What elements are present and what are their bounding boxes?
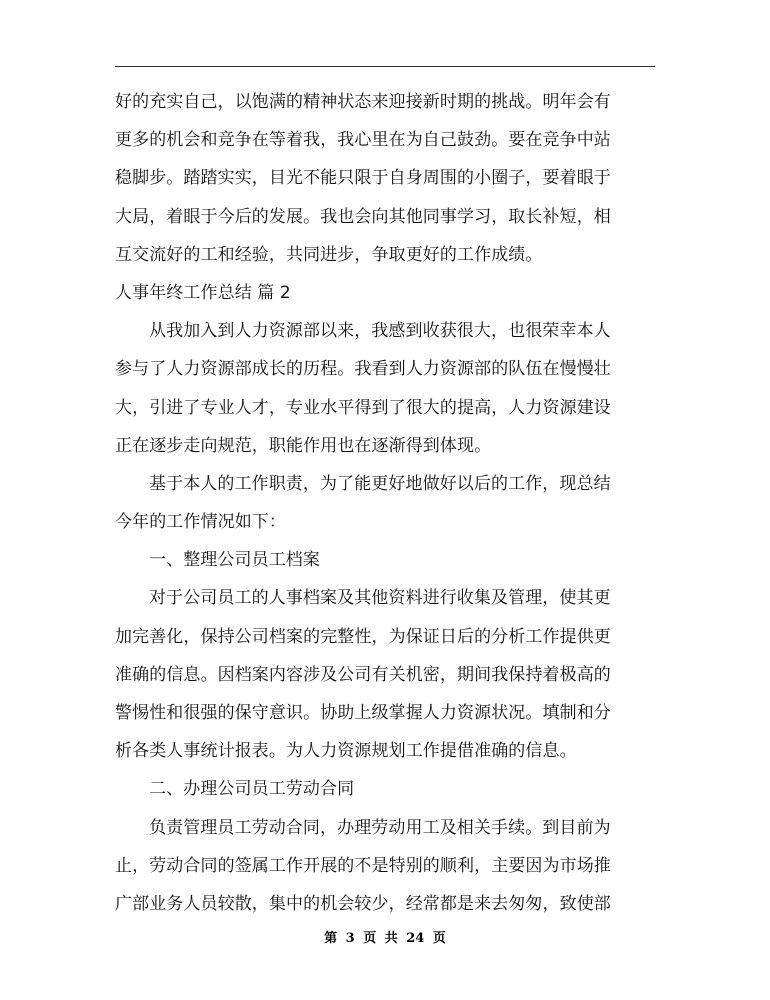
section-heading: 人事年终工作总结 篇 2: [115, 282, 291, 303]
text-line: 负责管理员工劳动合同，办理劳动用工及相关手续。到目前为: [149, 817, 611, 838]
text-line: 从我加入到人力资源部以来，我感到收获很大，也很荣幸本人: [149, 321, 611, 342]
text-line: 互交流好的工和经验，共同进步，争取更好的工作成绩。: [115, 244, 543, 265]
text-line: 加完善化，保持公司档案的完整性，为保证日后的分析工作提供更: [115, 626, 611, 647]
header-rule: [115, 66, 655, 67]
text-line: 准确的信息。因档案内容涉及公司有关机密，期间我保持着极高的: [115, 664, 611, 685]
text-line: 止，劳动合同的签属工作开展的不是特别的顺利，主要因为市场推: [115, 855, 611, 876]
text-line: 析各类人事统计报表。为人力资源规划工作提借准确的信息。: [115, 741, 577, 762]
text-line: 稳脚步。踏踏实实，目光不能只限于自身周围的小圈子，要着眼于: [115, 168, 611, 189]
text-line: 好的充实自己，以饱满的精神状态来迎接新时期的挑战。明年会有: [115, 92, 611, 112]
text-line: 今年的工作情况如下：: [115, 512, 286, 533]
text-line: 广部业务人员较散，集中的机会较少，经常都是来去匆匆，致使部: [115, 893, 611, 914]
page-footer: 第 3 页 共 24 页: [324, 931, 446, 946]
text-line: 基于本人的工作职责，为了能更好地做好以后的工作，现总结: [149, 473, 611, 494]
document-body: [115, 83, 655, 923]
text-line: 大，引进了专业人才，专业水平得到了很大的提高，人力资源建设: [115, 397, 611, 418]
text-line: 警惕性和很强的保守意识。协助上级掌握人力资源状况。填制和分: [115, 703, 611, 723]
subsection-heading: 二、办理公司员工劳动合同: [149, 779, 355, 800]
text-line: 正在逐步走向规范，职能作用也在逐渐得到体现。: [115, 435, 492, 456]
text-line: 大局，着眼于今后的发展。我也会向其他同事学习，取长补短，相: [115, 206, 611, 227]
text-line: 更多的机会和竞争在等着我，我心里在为自己鼓劲。要在竞争中站: [115, 130, 611, 151]
text-line: 对于公司员工的人事档案及其他资料进行收集及管理，使其更: [149, 588, 611, 609]
text-line: 参与了人力资源部成长的历程。我看到人力资源部的队伍在慢慢壮: [115, 359, 611, 380]
subsection-heading: 一、整理公司员工档案: [149, 550, 320, 571]
